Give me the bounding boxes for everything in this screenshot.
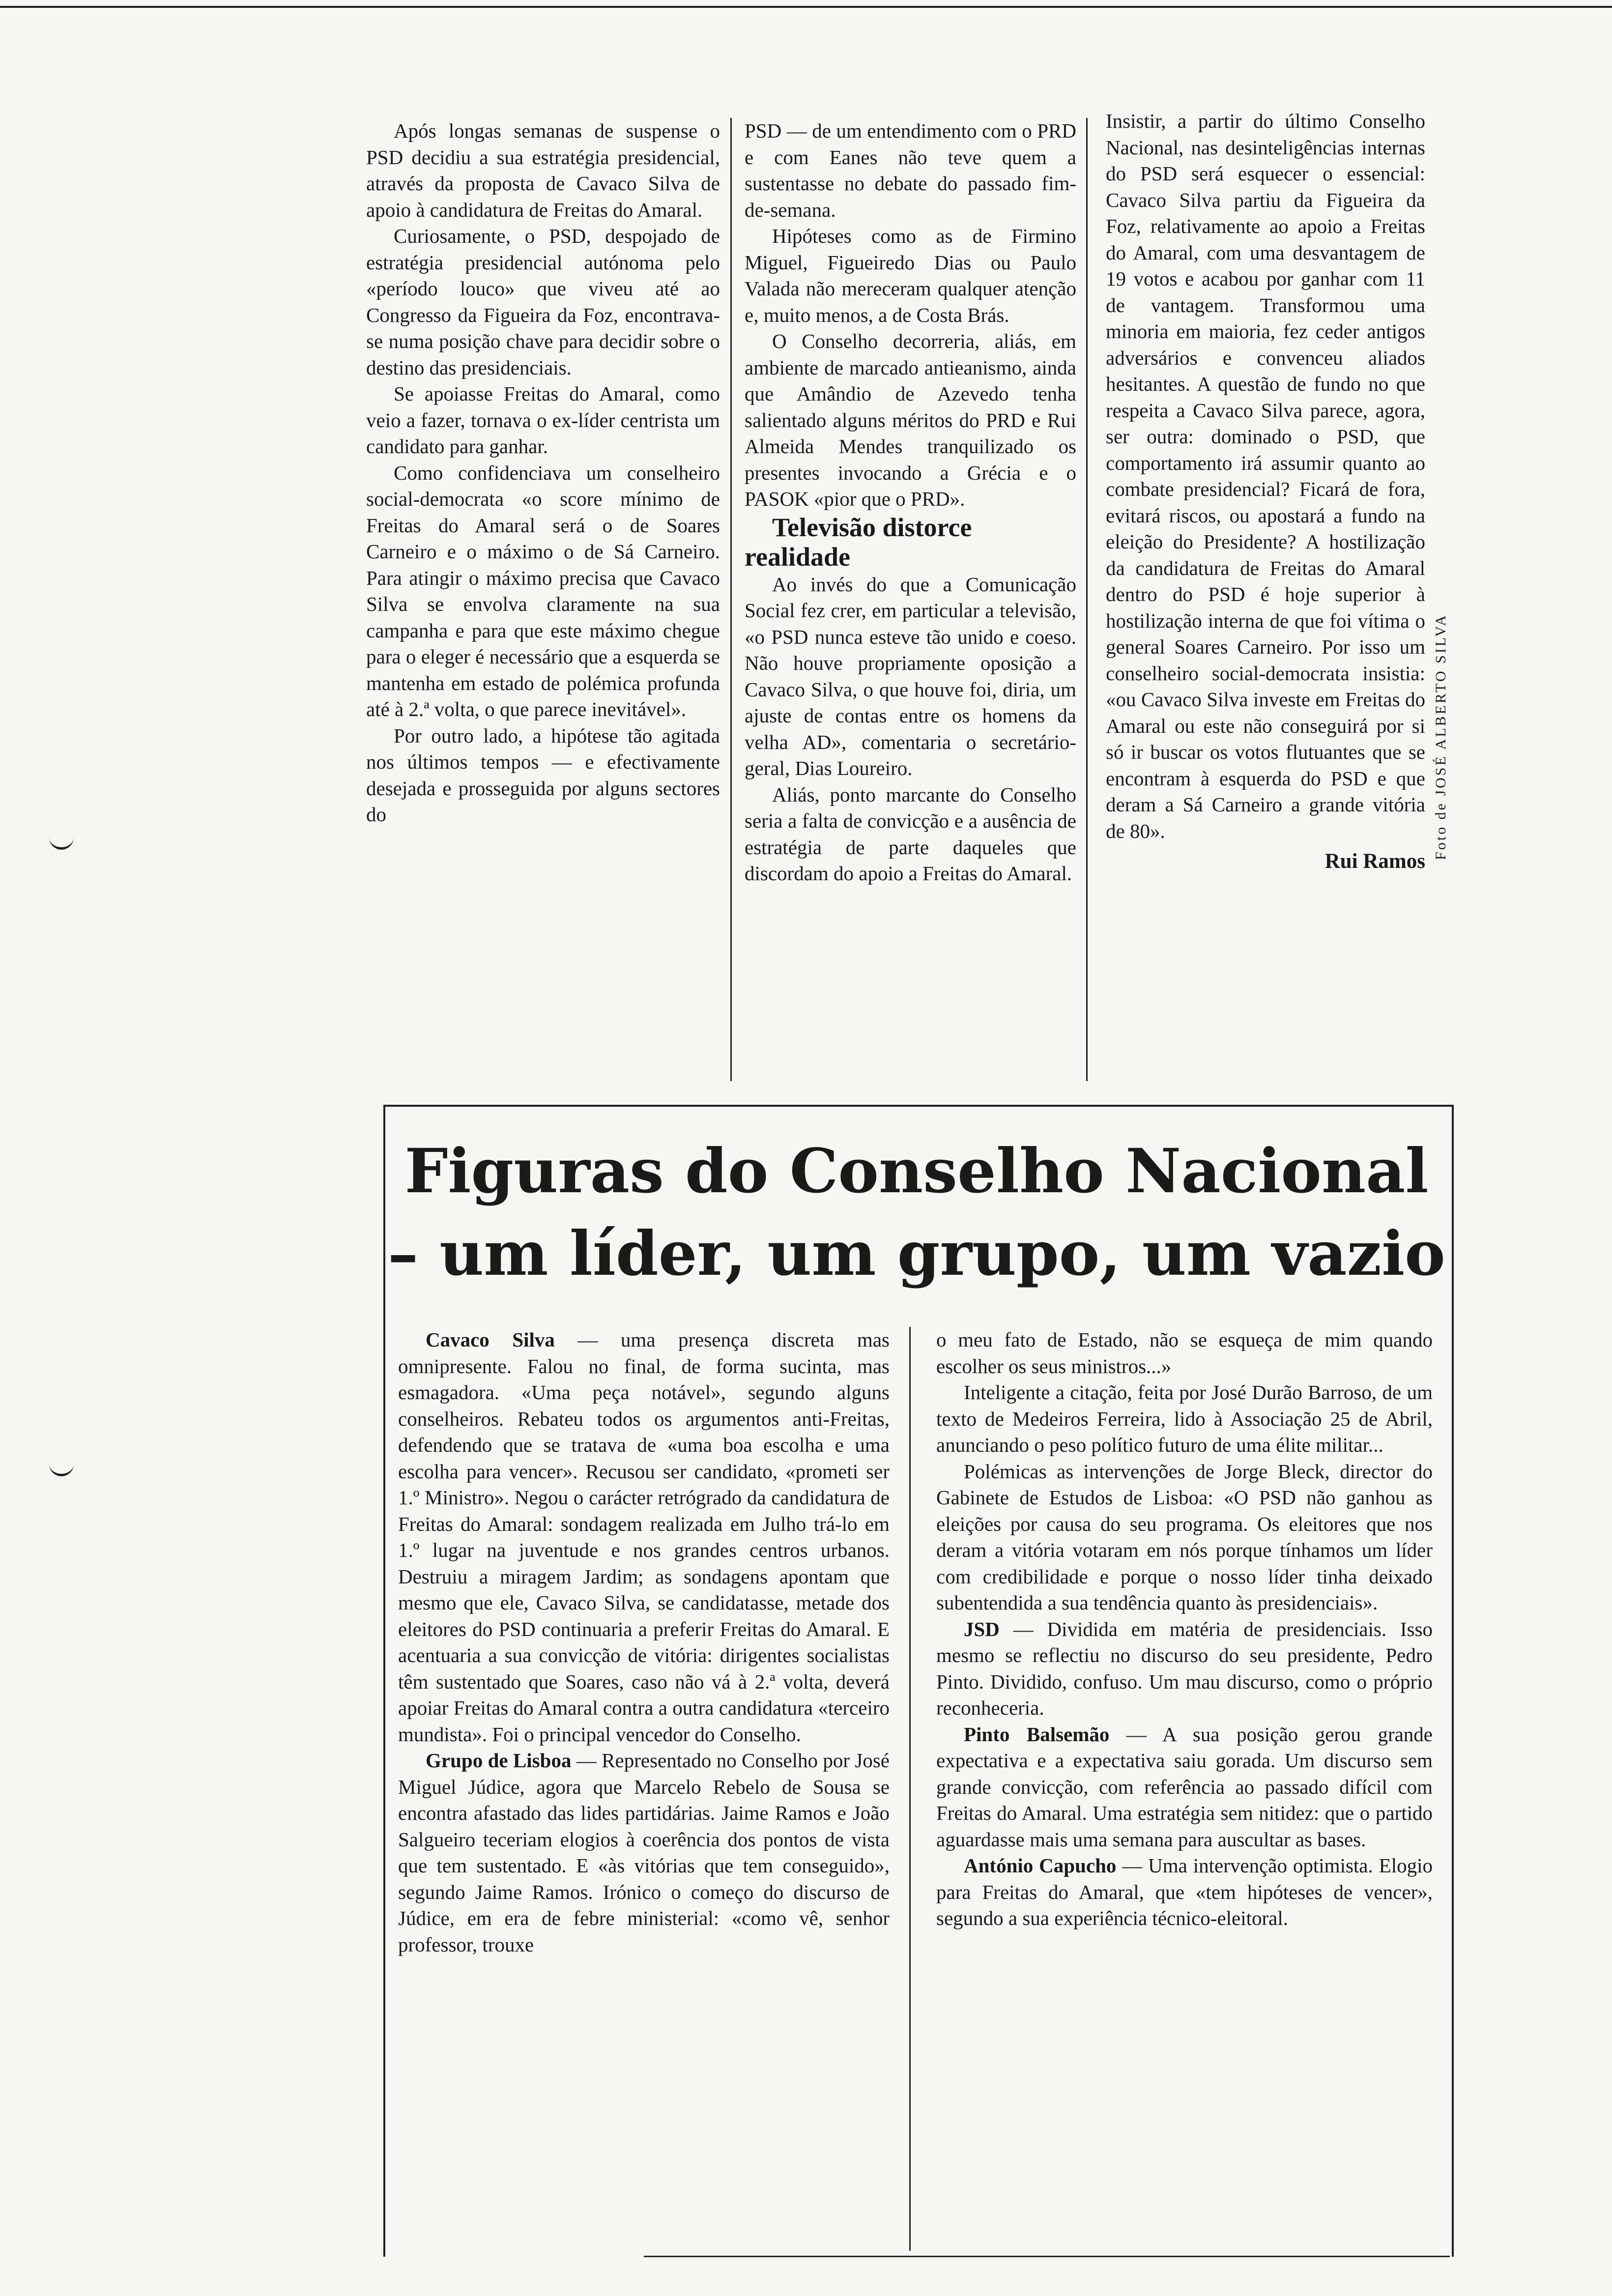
paragraph-text: Polémicas as intervenções de Jorge Bleck, director do Gabinete de Estudos de Lisboa: «O PSD não ganhou as eleições por causa do seu programa. Os eleitores que nos deram a vitória votaram em nós porque tínhamos um líder com credibilidade e porque o nosso líder tinha deixado subentendida a sua tendência quanto às presidenciais». <box>936 1460 1433 1614</box>
paragraph <box>398 1327 890 1748</box>
paragraph <box>936 1722 1433 1853</box>
paragraph <box>936 1616 1433 1722</box>
photo-credit: Foto de JOSÉ ALBERTO SILVA <box>1433 613 1449 860</box>
subheading: Televisão distorce realidade <box>745 512 972 572</box>
paragraph: Insistir, a partir do último Conselho Nacional, nas desinteligências internas do PSD será esquecer o essencial: Cavaco Silva partiu da Figueira da Foz, relativamente ao apoio a Freitas do Amaral, com uma desvantagem de 19 votos e acabou por ganhar com 11 de vantagem. Transformou uma minoria em maioria, fez ceder antigos adversários e convenceu aliados hesitantes. A questão de fundo no que respeita a Cavaco Silva parece, agora, ser outra: dominado o PSD, que comportamento irá assumir quanto ao combate presidencial? Ficará de fora, evitará riscos, ou apostará a fundo na eleição do Presidente? A hostilização da candidatura de Freitas do Amaral dentro do PSD é hoje superior à hostilização interna de que foi vítima o general Soares Carneiro. Por isso um conselheiro social-democrata insistia: «ou Cavaco Silva investe em Freitas do Amaral ou este não conseguirá por si só ir buscar os votos flutuantes que se encontram à esquerda do PSD e que deram a Sá Carneiro a grande vitória de 80». <box>1106 110 1425 842</box>
byline: Rui Ramos <box>1324 850 1425 873</box>
paragraph-text: — A sua posição gerou grande expectativa e a expectativa saiu gorada. Um discurso sem grande convicção, com referência ao passado difícil com Freitas do Amaral. Uma estratégia sem nitidez: que o partido aguardasse mais uma semana para auscultar as bases. <box>936 1722 1433 1851</box>
paragraph: Como confidenciava um conselheiro social-democrata «o score mínimo de Freitas do Amaral será o de Soares Carneiro e o máximo o de Sá Carneiro. Para atingir o máximo precisa que Cavaco Silva se envolva claramente na sua campanha e para que este máximo chegue para o eleger é necessário que a esquerda se mantenha em estado de polémica profunda até à 2.ª volta, o que parece inevitável». <box>366 461 720 720</box>
punch-hole-mark <box>49 1462 74 1476</box>
column-divider <box>730 118 732 1081</box>
bottom-rule <box>644 2256 1450 2257</box>
paragraph-text: o meu fato de Estado, não se esqueça de mim quando escolher os seus ministros...» <box>936 1328 1433 1378</box>
paragraph: O Conselho decorreria, aliás, em ambiente de marcado antieanismo, ainda que Amândio de Azevedo tenha salientado alguns méritos do PRD e Rui Almeida Mendes tranquilizado os presentes invocando a Grécia e o PASOK «pior que o PRD». <box>745 330 1076 510</box>
column-divider <box>1086 118 1088 1081</box>
paragraph <box>936 1853 1433 1932</box>
paragraph: Curiosamente, o PSD, despojado de estratégia presidencial autónoma pelo «período louco» que viveu até ao Congresso da Figueira da Foz, encontrava-se numa posição chave para decidir sobre o destino das presidenciais. <box>366 225 720 379</box>
headline-line-1: Figuras do Conselho Nacional <box>404 1136 1429 1207</box>
paragraph <box>398 1748 890 1958</box>
paragraph: PSD — de um entendimento com o PRD e com Eanes não teve quem a sustentasse no debate do passado fim-de-semana. <box>745 119 1076 221</box>
article1-column-3 <box>1106 108 1425 875</box>
article1-column-2 <box>745 118 1076 887</box>
headline-line-2: – um líder, um grupo, um vazio <box>388 1218 1445 1290</box>
paragraph: Ao invés do que a Comunicação Social fez crer, em particular a televisão, «o PSD nunca esteve tão unido e coeso. Não houve propriamente oposição a Cavaco Silva, o que houve foi, diria, um ajuste de contas entre os homens da velha AD», comentaria o secretário-geral, Dias Loureiro. <box>745 573 1076 779</box>
paragraph: Após longas semanas de suspense o PSD decidiu a sua estratégia presidencial, através da proposta de Cavaco Silva de apoio à candidatura de Freitas do Amaral. <box>366 119 720 221</box>
paragraph-text: — uma presença discreta mas omnipresente. Falou no final, de forma sucinta, mas esmagadora. «Uma peça notável», segundo alguns conselheiros. Rebateu todos os argumentos anti-Freitas, defendendo que se tratava de «uma boa escolha e uma escolha para vencer». Recusou ser candidato, «prometi ser 1.º Ministro». Negou o carácter retrógrado da candidatura de Freitas do Amaral: sondagem realizada em Julho trá-lo em 1.º lugar na juventude e nos grandes centros urbanos. Destruiu a miragem Jardim; as sondagens apontam que mesmo que ele, Cavaco Silva, se candidatasse, metade dos eleitores do PSD continuaria a preferir Freitas do Amaral. E acentuaria a sua convicção de vitória: dirigentes socialistas têm sustentado que Soares, caso não vá à 2.ª volta, deverá apoiar Freitas do Amaral contra a outra candidatura «terceiro mundista». Foi o principal vencedor do Conselho. <box>398 1328 890 1746</box>
page-top-rule <box>0 6 1612 8</box>
article1-column-1 <box>366 118 720 828</box>
paragraph: Hipóteses como as de Firmino Miguel, Figueiredo Dias ou Paulo Valada não mereceram qualquer atenção e, muito menos, a de Costa Brás. <box>745 225 1076 326</box>
paragraph: Se apoiasse Freitas do Amaral, como veio a fazer, tornava o ex-líder centrista um candidato para ganhar. <box>366 382 720 458</box>
paragraph-lead: António Capucho <box>964 1854 1117 1877</box>
paragraph-text: Inteligente a citação, feita por José Durão Barroso, de um texto de Medeiros Ferreira, lido à Associação 25 de Abril, anunciando o peso político futuro de uma élite militar... <box>936 1381 1433 1456</box>
paragraph <box>936 1459 1433 1616</box>
paragraph-text: — Representado no Conselho por José Miguel Júdice, agora que Marcelo Rebelo de Sousa se encontra afastado das lides partidárias. Jaime Ramos e João Salgueiro teceriam elogios à coerência dos pontos de vista que tem sustentado. E «às vitórias que tem conseguido», segundo Jaime Ramos. Irónico o começo do discurso de Júdice, em era de febre ministerial: «como vê, senhor professor, trouxe <box>398 1749 890 1956</box>
article2-left-column <box>398 1327 890 1958</box>
paragraph <box>936 1327 1433 1379</box>
paragraph-lead: Pinto Balsemão <box>964 1722 1110 1746</box>
article2-right-column <box>936 1327 1433 1932</box>
punch-hole-mark <box>49 835 74 850</box>
paragraph-lead: Cavaco Silva <box>426 1328 555 1351</box>
article2-headline <box>383 1130 1450 1295</box>
paragraph-text: — Dividida em matéria de presidenciais. Isso mesmo se reflectiu no discurso do seu presidente, Pedro Pinto. Dividido, confuso. Um mau discurso, como o próprio reconheceria. <box>936 1617 1433 1719</box>
paragraph <box>936 1379 1433 1459</box>
paragraph: Aliás, ponto marcante do Conselho seria a falta de convicção e a ausência de estratégia de parte daqueles que discordam do apoio a Freitas do Amaral. <box>745 783 1076 885</box>
paragraph-lead: JSD <box>964 1617 1000 1640</box>
paragraph-text: — Uma intervenção optimista. Elogio para Freitas do Amaral, que «tem hipóteses de vencer», segundo a sua experiência técnico-eleitoral. <box>936 1854 1433 1929</box>
column-divider <box>909 1327 911 2251</box>
paragraph: Por outro lado, a hipótese tão agitada nos últimos tempos — e efectivamente desejada e prosseguida por alguns sectores do <box>366 724 720 826</box>
paragraph-lead: Grupo de Lisboa <box>426 1749 572 1772</box>
